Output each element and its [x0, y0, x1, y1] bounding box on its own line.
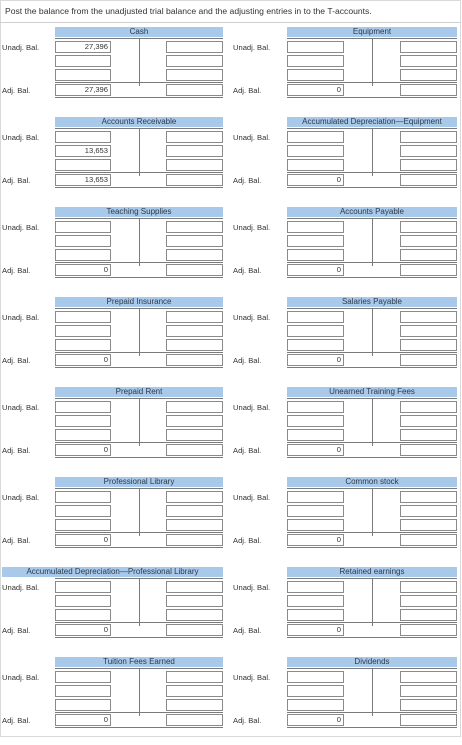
account-title: Tuition Fees Earned	[55, 657, 223, 667]
debit-entry-input[interactable]	[55, 609, 111, 621]
t-account-accumulated-depreciation-equipment	[231, 117, 458, 205]
credit-entry-input[interactable]	[166, 491, 223, 503]
total-line	[287, 442, 457, 443]
total-line	[287, 82, 457, 83]
credit-entry-input[interactable]	[166, 311, 223, 323]
credit-entry-input[interactable]	[166, 505, 223, 517]
adj-bal-label: Adj. Bal.	[233, 446, 262, 455]
account-title: Cash	[55, 27, 223, 37]
debit-entry-input[interactable]	[287, 429, 344, 441]
account-title: Dividends	[287, 657, 457, 667]
credit-entry-input[interactable]	[400, 415, 457, 427]
t-account-center-line	[139, 218, 140, 266]
debit-entry-input[interactable]	[55, 249, 111, 261]
account-title: Unearned Training Fees	[287, 387, 457, 397]
t-account-center-line	[372, 38, 373, 86]
credit-entry-input[interactable]	[166, 519, 223, 531]
t-account-center-line	[139, 308, 140, 356]
balance-underline	[55, 547, 223, 548]
adj-bal-credit-input[interactable]	[166, 174, 223, 186]
adj-bal-debit-input[interactable]: 0	[287, 444, 344, 456]
balance-underline	[55, 637, 223, 638]
credit-entry-input[interactable]	[166, 429, 223, 441]
unadj-bal-label: Unadj. Bal.	[233, 43, 271, 52]
total-line	[287, 352, 457, 353]
debit-entry-input[interactable]	[287, 235, 344, 247]
debit-entry-input[interactable]	[287, 491, 344, 503]
debit-entry-input[interactable]	[287, 55, 344, 67]
adj-bal-credit-input[interactable]	[166, 264, 223, 276]
adj-bal-credit-input[interactable]	[166, 354, 223, 366]
t-account-center-line	[372, 308, 373, 356]
t-account-center-line	[372, 578, 373, 626]
adj-bal-credit-input[interactable]	[166, 84, 223, 96]
adj-bal-label: Adj. Bal.	[233, 716, 262, 725]
debit-entry-input[interactable]: 13,653	[55, 145, 111, 157]
credit-entry-input[interactable]	[166, 595, 223, 607]
credit-entry-input[interactable]	[400, 401, 457, 413]
adj-bal-credit-input[interactable]	[166, 444, 223, 456]
account-title: Common stock	[287, 477, 457, 487]
debit-entry-input[interactable]	[287, 595, 344, 607]
header-divider	[0, 22, 461, 23]
credit-entry-input[interactable]	[400, 235, 457, 247]
adj-bal-debit-input[interactable]: 0	[287, 624, 344, 636]
adj-bal-label: Adj. Bal.	[2, 176, 31, 185]
unadj-bal-label: Unadj. Bal.	[233, 403, 271, 412]
adj-bal-debit-input[interactable]: 27,396	[55, 84, 111, 96]
credit-entry-input[interactable]	[166, 249, 223, 261]
debit-entry-input[interactable]	[287, 401, 344, 413]
credit-entry-input[interactable]	[166, 145, 223, 157]
credit-entry-input[interactable]	[166, 159, 223, 171]
total-line	[287, 172, 457, 173]
debit-entry-input[interactable]	[287, 505, 344, 517]
balance-underline	[287, 187, 457, 188]
credit-entry-input[interactable]	[400, 41, 457, 53]
adj-bal-debit-input[interactable]: 0	[55, 714, 111, 726]
adj-bal-debit-input[interactable]: 0	[55, 444, 111, 456]
unadj-bal-label: Unadj. Bal.	[2, 133, 40, 142]
t-account-center-line	[139, 38, 140, 86]
adj-bal-credit-input[interactable]	[400, 624, 457, 636]
balance-underline	[55, 457, 223, 458]
t-account-center-line	[139, 488, 140, 536]
credit-entry-input[interactable]	[400, 249, 457, 261]
total-line	[55, 82, 223, 83]
credit-entry-input[interactable]	[166, 339, 223, 351]
debit-entry-input[interactable]	[55, 221, 111, 233]
account-title: Accumulated Depreciation—Equipment	[287, 117, 457, 127]
t-account-common-stock	[231, 477, 458, 565]
balance-underline	[55, 727, 223, 728]
t-account-center-line	[372, 668, 373, 716]
debit-entry-input[interactable]	[55, 311, 111, 323]
adj-bal-debit-input[interactable]: 13,653	[55, 174, 111, 186]
total-line	[55, 262, 223, 263]
account-title: Retained earnings	[287, 567, 457, 577]
balance-underline	[287, 727, 457, 728]
balance-underline	[55, 367, 223, 368]
unadj-bal-label: Unadj. Bal.	[2, 403, 40, 412]
balance-underline	[55, 187, 223, 188]
credit-entry-input[interactable]	[400, 311, 457, 323]
debit-entry-input[interactable]	[287, 339, 344, 351]
adj-bal-credit-input[interactable]	[400, 534, 457, 546]
unadj-bal-label: Unadj. Bal.	[233, 583, 271, 592]
t-account-center-line	[372, 488, 373, 536]
credit-entry-input[interactable]	[400, 325, 457, 337]
credit-entry-input[interactable]	[166, 55, 223, 67]
balance-underline	[287, 547, 457, 548]
credit-entry-input[interactable]	[400, 221, 457, 233]
unadj-bal-label: Unadj. Bal.	[2, 43, 40, 52]
debit-entry-input[interactable]	[55, 131, 111, 143]
total-line	[287, 262, 457, 263]
debit-entry-input[interactable]	[287, 221, 344, 233]
t-account-retained-earnings	[231, 567, 458, 655]
total-line	[55, 172, 223, 173]
t-account-accounts-receivable	[0, 117, 225, 205]
adj-bal-debit-input[interactable]: 0	[55, 534, 111, 546]
debit-entry-input[interactable]	[287, 609, 344, 621]
t-account-prepaid-rent	[0, 387, 225, 475]
credit-entry-input[interactable]	[400, 339, 457, 351]
account-title: Equipment	[287, 27, 457, 37]
account-title: Accumulated Depreciation—Professional Library	[2, 567, 223, 577]
adj-bal-credit-input[interactable]	[166, 534, 223, 546]
balance-underline	[287, 97, 457, 98]
unadj-bal-label: Unadj. Bal.	[233, 223, 271, 232]
debit-entry-input[interactable]	[55, 671, 111, 683]
total-line	[287, 532, 457, 533]
total-line	[55, 352, 223, 353]
account-title: Teaching Supplies	[55, 207, 223, 217]
t-account-center-line	[139, 578, 140, 626]
debit-entry-input[interactable]	[287, 131, 344, 143]
credit-entry-input[interactable]	[400, 131, 457, 143]
adj-bal-label: Adj. Bal.	[233, 356, 262, 365]
credit-entry-input[interactable]	[166, 671, 223, 683]
debit-entry-input[interactable]	[287, 41, 344, 53]
t-account-accumulated-depreciation-professional-library	[0, 567, 225, 655]
credit-entry-input[interactable]	[166, 131, 223, 143]
t-account-center-line	[372, 128, 373, 176]
debit-entry-input[interactable]	[55, 699, 111, 711]
adj-bal-label: Adj. Bal.	[2, 626, 31, 635]
credit-entry-input[interactable]	[166, 685, 223, 697]
total-line	[55, 712, 223, 713]
adj-bal-debit-input[interactable]: 0	[55, 354, 111, 366]
adj-bal-credit-input[interactable]	[400, 714, 457, 726]
t-account-teaching-supplies	[0, 207, 225, 295]
debit-entry-input[interactable]	[287, 159, 344, 171]
debit-entry-input[interactable]	[287, 145, 344, 157]
credit-entry-input[interactable]	[400, 671, 457, 683]
adj-bal-debit-input[interactable]: 0	[287, 714, 344, 726]
debit-entry-input[interactable]	[287, 311, 344, 323]
debit-entry-input[interactable]	[55, 339, 111, 351]
adj-bal-debit-input[interactable]: 0	[287, 354, 344, 366]
adj-bal-label: Adj. Bal.	[2, 266, 31, 275]
adj-bal-debit-input[interactable]: 0	[55, 624, 111, 636]
adj-bal-debit-input[interactable]: 0	[287, 174, 344, 186]
debit-entry-input[interactable]	[287, 671, 344, 683]
balance-underline	[287, 637, 457, 638]
debit-entry-input[interactable]	[55, 159, 111, 171]
credit-entry-input[interactable]	[400, 609, 457, 621]
balance-underline	[287, 367, 457, 368]
account-title: Prepaid Rent	[55, 387, 223, 397]
debit-entry-input[interactable]	[55, 415, 111, 427]
credit-entry-input[interactable]	[400, 145, 457, 157]
debit-entry-input[interactable]	[287, 699, 344, 711]
account-title: Salaries Payable	[287, 297, 457, 307]
t-account-salaries-payable	[231, 297, 458, 385]
debit-entry-input[interactable]	[287, 69, 344, 81]
adj-bal-debit-input[interactable]: 0	[287, 534, 344, 546]
adj-bal-label: Adj. Bal.	[233, 536, 262, 545]
t-account-professional-library	[0, 477, 225, 565]
credit-entry-input[interactable]	[400, 595, 457, 607]
unadj-bal-label: Unadj. Bal.	[233, 133, 271, 142]
debit-entry-input[interactable]	[55, 491, 111, 503]
debit-entry-input[interactable]	[55, 401, 111, 413]
t-account-center-line	[372, 398, 373, 446]
credit-entry-input[interactable]	[400, 699, 457, 711]
debit-entry-input[interactable]	[55, 429, 111, 441]
credit-entry-input[interactable]	[400, 69, 457, 81]
t-account-prepaid-insurance	[0, 297, 225, 385]
adj-bal-credit-input[interactable]	[400, 84, 457, 96]
total-line	[55, 622, 223, 623]
adj-bal-label: Adj. Bal.	[233, 86, 262, 95]
debit-entry-input[interactable]	[287, 685, 344, 697]
instruction-text: Post the balance from the unadjusted trial balance and the adjusting entries in to the T-accounts.	[5, 6, 372, 16]
t-account-center-line	[139, 128, 140, 176]
t-account-dividends	[231, 657, 458, 745]
balance-underline	[55, 277, 223, 278]
account-title: Prepaid Insurance	[55, 297, 223, 307]
debit-entry-input[interactable]	[287, 415, 344, 427]
credit-entry-input[interactable]	[400, 685, 457, 697]
credit-entry-input[interactable]	[166, 699, 223, 711]
credit-entry-input[interactable]	[400, 491, 457, 503]
debit-entry-input[interactable]	[287, 519, 344, 531]
debit-entry-input[interactable]	[287, 249, 344, 261]
t-account-center-line	[139, 668, 140, 716]
adj-bal-label: Adj. Bal.	[2, 446, 31, 455]
t-account-center-line	[372, 218, 373, 266]
t-account-accounts-payable	[231, 207, 458, 295]
adj-bal-label: Adj. Bal.	[2, 356, 31, 365]
credit-entry-input[interactable]	[166, 69, 223, 81]
t-account-tuition-fees-earned	[0, 657, 225, 745]
adj-bal-label: Adj. Bal.	[233, 266, 262, 275]
t-account-cash	[0, 27, 225, 115]
credit-entry-input[interactable]	[166, 325, 223, 337]
adj-bal-label: Adj. Bal.	[233, 626, 262, 635]
debit-entry-input[interactable]	[55, 55, 111, 67]
adj-bal-credit-input[interactable]	[166, 624, 223, 636]
debit-entry-input[interactable]	[55, 519, 111, 531]
credit-entry-input[interactable]	[166, 41, 223, 53]
debit-entry-input[interactable]	[55, 581, 111, 593]
balance-underline	[287, 277, 457, 278]
adj-bal-label: Adj. Bal.	[2, 536, 31, 545]
debit-entry-input[interactable]: 27,396	[55, 41, 111, 53]
adj-bal-credit-input[interactable]	[400, 354, 457, 366]
credit-entry-input[interactable]	[400, 519, 457, 531]
adj-bal-debit-input[interactable]: 0	[287, 264, 344, 276]
adj-bal-credit-input[interactable]	[400, 264, 457, 276]
credit-entry-input[interactable]	[400, 505, 457, 517]
debit-entry-input[interactable]	[55, 235, 111, 247]
credit-entry-input[interactable]	[166, 581, 223, 593]
debit-entry-input[interactable]	[287, 581, 344, 593]
debit-entry-input[interactable]	[55, 325, 111, 337]
unadj-bal-label: Unadj. Bal.	[2, 493, 40, 502]
total-line	[287, 712, 457, 713]
unadj-bal-label: Unadj. Bal.	[2, 673, 40, 682]
debit-entry-input[interactable]	[55, 69, 111, 81]
unadj-bal-label: Unadj. Bal.	[2, 223, 40, 232]
total-line	[55, 532, 223, 533]
debit-entry-input[interactable]	[55, 685, 111, 697]
unadj-bal-label: Unadj. Bal.	[2, 313, 40, 322]
credit-entry-input[interactable]	[400, 429, 457, 441]
t-account-unearned-training-fees	[231, 387, 458, 475]
balance-underline	[287, 457, 457, 458]
credit-entry-input[interactable]	[166, 221, 223, 233]
credit-entry-input[interactable]	[166, 609, 223, 621]
debit-entry-input[interactable]	[55, 505, 111, 517]
unadj-bal-label: Unadj. Bal.	[233, 673, 271, 682]
t-account-equipment	[231, 27, 458, 115]
adj-bal-debit-input[interactable]: 0	[287, 84, 344, 96]
balance-underline	[55, 97, 223, 98]
adj-bal-debit-input[interactable]: 0	[55, 264, 111, 276]
account-title: Accounts Payable	[287, 207, 457, 217]
credit-entry-input[interactable]	[400, 159, 457, 171]
t-account-center-line	[139, 398, 140, 446]
adj-bal-credit-input[interactable]	[400, 174, 457, 186]
credit-entry-input[interactable]	[166, 415, 223, 427]
adj-bal-label: Adj. Bal.	[2, 86, 31, 95]
unadj-bal-label: Unadj. Bal.	[2, 583, 40, 592]
total-line	[55, 442, 223, 443]
credit-entry-input[interactable]	[400, 581, 457, 593]
adj-bal-credit-input[interactable]	[166, 714, 223, 726]
adj-bal-label: Adj. Bal.	[2, 716, 31, 725]
debit-entry-input[interactable]	[55, 595, 111, 607]
unadj-bal-label: Unadj. Bal.	[233, 493, 271, 502]
adj-bal-credit-input[interactable]	[400, 444, 457, 456]
credit-entry-input[interactable]	[400, 55, 457, 67]
debit-entry-input[interactable]	[287, 325, 344, 337]
adj-bal-label: Adj. Bal.	[233, 176, 262, 185]
credit-entry-input[interactable]	[166, 401, 223, 413]
account-title: Accounts Receivable	[55, 117, 223, 127]
total-line	[287, 622, 457, 623]
credit-entry-input[interactable]	[166, 235, 223, 247]
unadj-bal-label: Unadj. Bal.	[233, 313, 271, 322]
account-title: Professional Library	[55, 477, 223, 487]
